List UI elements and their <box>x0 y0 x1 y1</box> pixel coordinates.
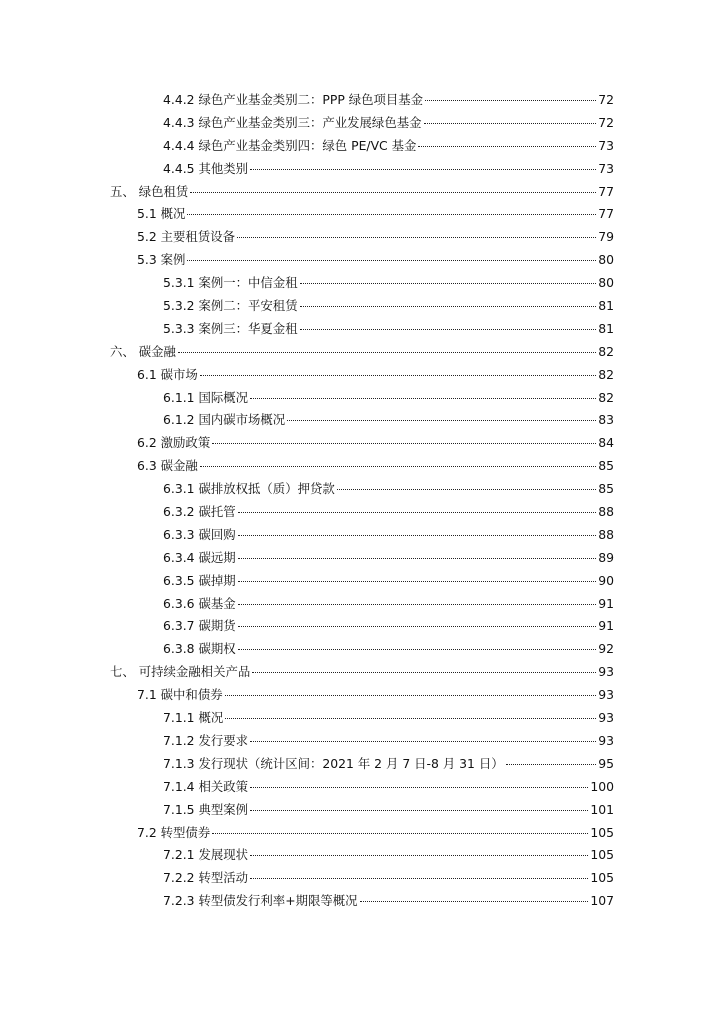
toc-entry-page: 92 <box>598 641 614 657</box>
toc-entry-title: 6.3.3 碳回购 <box>163 526 236 542</box>
toc-entry-title: 7.1.5 典型案例 <box>163 801 249 817</box>
dot-leader <box>300 306 597 307</box>
toc-entry-title: 7.1.3 发行现状（统计区间：2021 年 2 月 7 日-8 月 31 日） <box>163 755 504 771</box>
toc-entry-page: 91 <box>598 618 614 634</box>
toc-entry[interactable] <box>0 844 724 867</box>
toc-entry-page: 89 <box>598 549 614 565</box>
toc-entry-page: 91 <box>598 595 614 611</box>
toc-entry-title: 4.4.4 绿色产业基金类别四：绿色 PE/VC 基金 <box>163 137 417 153</box>
toc-entry[interactable] <box>0 661 724 684</box>
toc-entry-page: 81 <box>598 298 614 314</box>
dot-leader <box>237 237 596 238</box>
dot-leader <box>506 764 597 765</box>
toc-entry-title: 7.2.3 转型债发行利率+期限等概况 <box>163 893 358 909</box>
toc-entry-page: 93 <box>598 687 614 703</box>
toc-entry-page: 82 <box>598 366 614 382</box>
toc-entry[interactable] <box>0 203 724 226</box>
toc-entry[interactable] <box>0 593 724 616</box>
toc-entry-page: 73 <box>598 160 614 176</box>
toc-entry-title: 6.3.6 碳基金 <box>163 595 236 611</box>
toc-entry-title: 5.3.3 案例三：华夏金租 <box>163 320 298 336</box>
dot-leader <box>250 878 588 879</box>
toc-entry-title: 6.3.4 碳远期 <box>163 549 236 565</box>
toc-entry[interactable] <box>0 181 724 204</box>
toc-entry[interactable] <box>0 570 724 593</box>
toc-entry-page: 79 <box>598 229 614 245</box>
dot-leader <box>418 146 596 147</box>
dot-leader <box>212 833 588 834</box>
dot-leader <box>337 489 596 490</box>
dot-leader <box>250 855 588 856</box>
toc-entry-title: 6.3.7 碳期货 <box>163 618 236 634</box>
toc-entry-page: 93 <box>598 664 614 680</box>
toc-entry-title: 4.4.5 其他类别 <box>163 160 249 176</box>
dot-leader <box>238 626 597 627</box>
dot-leader <box>238 558 597 559</box>
toc-entry-title: 5.2 主要租赁设备 <box>137 229 235 245</box>
toc-entry[interactable] <box>0 753 724 776</box>
toc-entry-page: 101 <box>590 801 614 817</box>
toc-entry-page: 93 <box>598 732 614 748</box>
dot-leader <box>212 443 596 444</box>
toc-entry-page: 77 <box>598 206 614 222</box>
toc-entry-page: 85 <box>598 458 614 474</box>
toc-entry-title: 6.3.5 碳掉期 <box>163 572 236 588</box>
toc-entry-title: 6.1 碳市场 <box>137 366 198 382</box>
toc-entry-page: 83 <box>598 412 614 428</box>
toc-entry[interactable] <box>0 112 724 135</box>
toc-entry-page: 77 <box>598 183 614 199</box>
dot-leader <box>250 398 596 399</box>
toc-entry-title: 7.1.1 概况 <box>163 710 224 726</box>
dot-leader <box>187 214 596 215</box>
toc-entry-title: 7.2.2 转型活动 <box>163 870 249 886</box>
toc-entry[interactable] <box>0 318 724 341</box>
toc-entry[interactable] <box>0 638 724 661</box>
dot-leader <box>300 283 597 284</box>
toc-entry-title: 7.2 转型债券 <box>137 824 211 840</box>
toc-entry-title: 4.4.3 绿色产业基金类别三：产业发展绿色基金 <box>163 114 422 130</box>
toc-entry-title: 6.1.2 国内碳市场概况 <box>163 412 286 428</box>
toc-entry-title: 5.1 概况 <box>137 206 186 222</box>
dot-leader <box>252 672 596 673</box>
toc-entry[interactable] <box>0 295 724 318</box>
dot-leader <box>300 329 597 330</box>
dot-leader <box>225 718 596 719</box>
toc-entry[interactable] <box>0 822 724 845</box>
toc-entry-title: 5.3 案例 <box>137 252 186 268</box>
toc-entry[interactable] <box>0 524 724 547</box>
toc-entry-page: 73 <box>598 137 614 153</box>
dot-leader <box>250 787 588 788</box>
toc-entry-title: 六、 碳金融 <box>110 343 176 359</box>
toc-entry-page: 72 <box>598 92 614 107</box>
toc-entry-page: 80 <box>598 252 614 268</box>
toc-entry[interactable] <box>0 799 724 822</box>
toc-entry-page: 88 <box>598 504 614 520</box>
toc-entry[interactable] <box>0 707 724 730</box>
dot-leader <box>238 581 597 582</box>
toc-entry-page: 81 <box>598 320 614 336</box>
toc-entry-page: 100 <box>590 778 614 794</box>
toc-entry[interactable] <box>0 684 724 707</box>
dot-leader <box>424 123 597 124</box>
toc-entry[interactable] <box>0 890 724 913</box>
dot-leader <box>238 649 597 650</box>
toc-entry[interactable] <box>0 364 724 387</box>
toc-entry-page: 95 <box>598 755 614 771</box>
toc-entry-page: 90 <box>598 572 614 588</box>
dot-leader <box>250 169 596 170</box>
dot-leader <box>187 260 596 261</box>
toc-entry-title: 7.2.1 发展现状 <box>163 847 249 863</box>
toc-entry[interactable] <box>0 341 724 364</box>
toc-entry[interactable] <box>0 89 724 112</box>
toc-entry[interactable] <box>0 615 724 638</box>
toc-entry-title: 6.3.1 碳排放权抵（质）押贷款 <box>163 481 335 497</box>
dot-leader <box>287 420 596 421</box>
toc-entry-page: 105 <box>590 824 614 840</box>
toc-entry[interactable] <box>0 867 724 890</box>
toc-entry-page: 80 <box>598 275 614 291</box>
dot-leader <box>250 741 596 742</box>
toc-entry[interactable] <box>0 730 724 753</box>
dot-leader <box>238 535 597 536</box>
toc-entry-title: 7.1 碳中和债券 <box>137 687 223 703</box>
toc-entry-page: 82 <box>598 389 614 405</box>
toc-entry-title: 6.3 碳金融 <box>137 458 198 474</box>
toc-entry[interactable] <box>0 547 724 570</box>
toc-entry[interactable] <box>0 776 724 799</box>
toc-entry[interactable] <box>0 135 724 158</box>
toc-entry-title: 6.1.1 国际概况 <box>163 389 249 405</box>
toc-entry[interactable] <box>0 455 724 478</box>
dot-leader <box>360 901 589 902</box>
dot-leader <box>178 352 596 353</box>
toc-entry-page: 93 <box>598 710 614 726</box>
toc-entry[interactable] <box>0 387 724 410</box>
dot-leader <box>238 512 597 513</box>
toc-entry[interactable] <box>0 501 724 524</box>
dot-leader <box>250 810 588 811</box>
toc-entry[interactable] <box>0 432 724 455</box>
toc-entry-page: 88 <box>598 526 614 542</box>
toc-entry-page: 72 <box>598 114 614 130</box>
dot-leader <box>190 192 596 193</box>
toc-entry-page: 82 <box>598 343 614 359</box>
dot-leader <box>238 604 597 605</box>
toc-entry-page: 85 <box>598 481 614 497</box>
toc-entry[interactable] <box>0 158 724 181</box>
toc-entry[interactable] <box>0 478 724 501</box>
toc-entry[interactable] <box>0 272 724 295</box>
toc-entry-page: 84 <box>598 435 614 451</box>
toc-entry-title: 6.2 激励政策 <box>137 435 211 451</box>
toc-entry-title: 五、 绿色租赁 <box>110 183 189 199</box>
dot-leader <box>200 466 596 467</box>
table-of-contents <box>0 89 724 913</box>
toc-entry[interactable] <box>0 409 724 432</box>
toc-entry-title: 5.3.1 案例一：中信金租 <box>163 275 298 291</box>
toc-entry-title: 4.4.2 绿色产业基金类别二：PPP 绿色项目基金 <box>163 92 424 107</box>
toc-entry[interactable] <box>0 226 724 249</box>
toc-entry-page: 107 <box>590 893 614 909</box>
dot-leader <box>225 695 597 696</box>
toc-entry[interactable] <box>0 249 724 272</box>
toc-entry-page: 105 <box>590 870 614 886</box>
toc-entry-title: 5.3.2 案例二：平安租赁 <box>163 298 298 314</box>
toc-entry-title: 7.1.4 相关政策 <box>163 778 249 794</box>
toc-entry-page: 105 <box>590 847 614 863</box>
dot-leader <box>200 375 596 376</box>
toc-entry-title: 6.3.8 碳期权 <box>163 641 236 657</box>
dot-leader <box>425 100 596 101</box>
toc-entry-title: 7.1.2 发行要求 <box>163 732 249 748</box>
toc-entry-title: 七、 可持续金融相关产品 <box>110 664 251 680</box>
toc-entry-title: 6.3.2 碳托管 <box>163 504 236 520</box>
